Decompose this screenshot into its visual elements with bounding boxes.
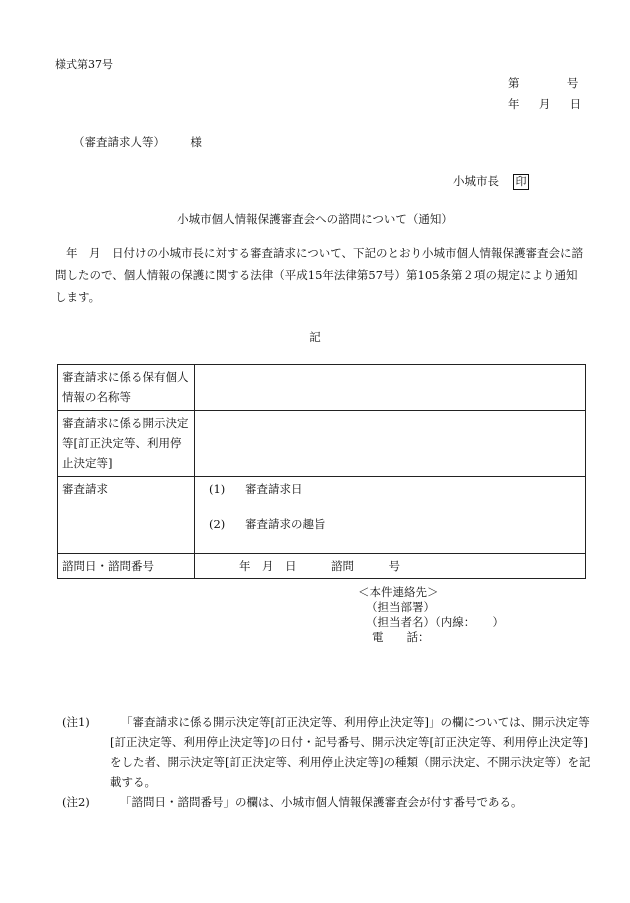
request-item-date — [199, 479, 581, 499]
row-label-disclosure-decision: 審査請求に係る開示決定等[訂正決定等、利用停止決定等] — [58, 411, 195, 477]
issue-date — [508, 96, 581, 112]
row-value-inquiry — [195, 554, 586, 579]
date-year: 年 — [508, 97, 520, 111]
ref-dai: 第 — [508, 76, 520, 90]
reference-number — [508, 75, 578, 91]
addressee-suffix: 様 — [190, 135, 202, 149]
table-row — [58, 365, 586, 411]
row-value-disclosure-decision — [195, 411, 586, 477]
table-row — [58, 554, 586, 579]
addressee — [73, 134, 202, 150]
note-text: 「審査請求に係る開示決定等[訂正決定等、利用停止決定等]」の欄については、開示決定等[訂正決定等、利用停止決定等]の日付・記号番号、開示決定等[訂正決定等、利用停止決定等]をした者、開示決定等[訂正決定等、利用停止決定等]の種類（開示決定、不開示決定等）を記載する。 — [110, 715, 591, 789]
seal-mark: 印 — [513, 174, 529, 190]
table-row — [58, 411, 586, 477]
ref-go: 号 — [566, 76, 579, 90]
contact-heading: ＜本件連絡先＞ — [358, 585, 439, 599]
inquiry-date-number: 年 月 日 諮問 号 — [239, 559, 400, 573]
info-table — [57, 364, 586, 579]
row-value-request — [195, 477, 586, 554]
row-label-request: 審査請求 — [58, 477, 195, 554]
addressee-name: （審査請求人等） — [73, 135, 165, 149]
request-item-text: 審査請求日 — [245, 482, 303, 496]
request-item-num: (1) — [209, 482, 226, 496]
note-number: (注2) — [62, 795, 90, 809]
sender-name: 小城市長 — [453, 174, 499, 188]
ki-heading: 記 — [309, 330, 321, 344]
table-row — [58, 477, 586, 554]
note-text: 「諮問日・諮問番号」の欄は、小城市個人情報保護審査会が付す番号である。 — [120, 795, 523, 809]
request-item-text: 審査請求の趣旨 — [245, 517, 326, 531]
request-item-purpose — [199, 514, 581, 534]
contact-dept: （担当部署） — [366, 600, 435, 614]
document-title: 小城市個人情報保護審査会への諮問について（通知） — [177, 212, 453, 226]
date-month: 月 — [538, 97, 551, 111]
date-day: 日 — [569, 97, 582, 111]
note-item — [62, 712, 592, 792]
row-value-personal-info-name — [195, 365, 586, 411]
body-text: 年 月 日付けの小城市長に対する審査請求について、下記のとおり小城市個人情報保護審査会に諮問したので、個人情報の保護に関する法律（平成15年法律第57号）第105条第２項の規定により通知します。 — [55, 246, 584, 304]
row-label-personal-info-name: 審査請求に係る保有個人情報の名称等 — [58, 365, 195, 411]
sender — [453, 173, 529, 190]
request-item-num: (2) — [209, 517, 226, 531]
contact-phone: 電 話： — [372, 630, 430, 644]
note-item — [62, 792, 592, 812]
contact-block — [358, 585, 504, 645]
notes — [62, 712, 592, 812]
note-number: (注1) — [62, 715, 90, 729]
contact-person: （担当者名）（内線： ） — [366, 615, 504, 629]
form-number: 様式第37号 — [55, 58, 113, 71]
row-label-inquiry: 諮問日・諮問番号 — [58, 554, 195, 579]
